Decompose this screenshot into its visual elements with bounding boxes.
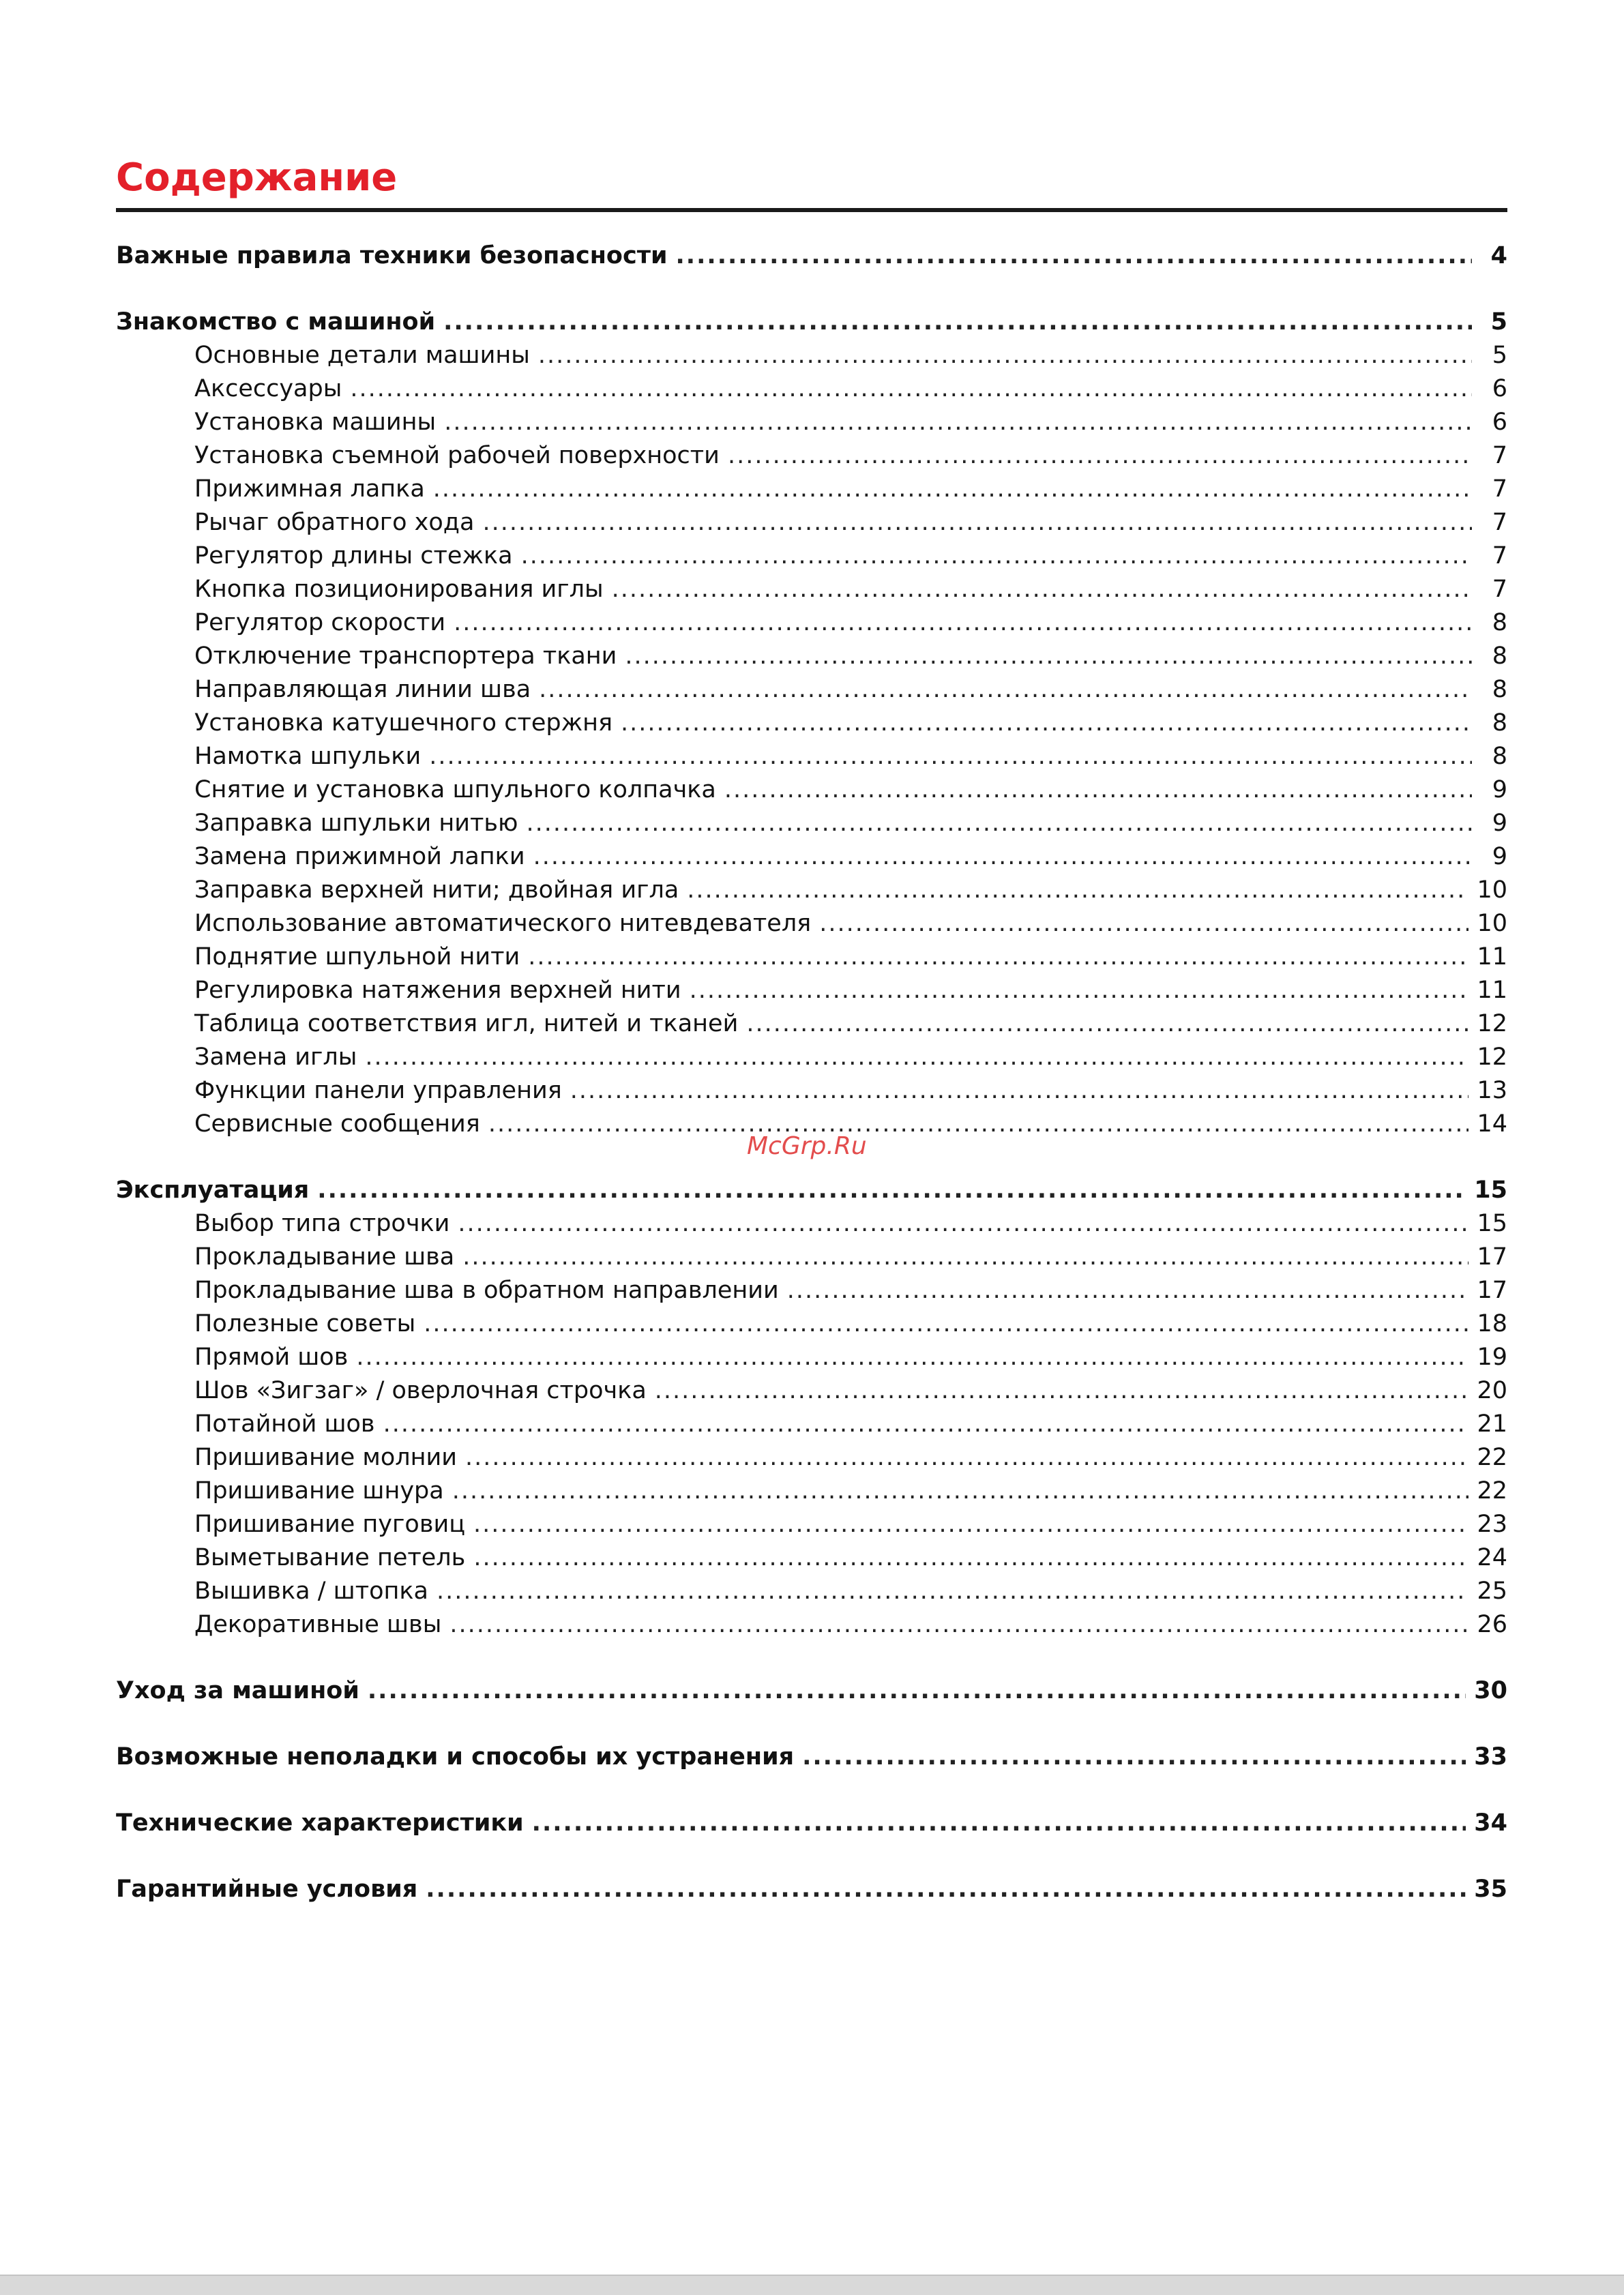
bottom-scrollbar-strip xyxy=(0,2275,1624,2295)
toc-subsection-entry[interactable] xyxy=(116,1541,1507,1575)
toc-entry-label: Пришивание пуговиц xyxy=(194,1511,466,1538)
toc-dot-leader xyxy=(621,707,1472,740)
toc-dot-leader xyxy=(365,1041,1468,1074)
toc-dot-leader xyxy=(728,439,1472,473)
toc-entry-page-number: 5 xyxy=(1490,308,1507,336)
toc-dot-leader xyxy=(473,1508,1468,1541)
toc-entry-page-number: 9 xyxy=(1492,843,1507,870)
toc-entry-page-number: 14 xyxy=(1477,1110,1507,1138)
toc-subsection-entry[interactable] xyxy=(116,1475,1507,1508)
toc-entry-page-number: 15 xyxy=(1477,1210,1507,1237)
toc-subsection-entry[interactable] xyxy=(116,874,1507,907)
toc-entry-label: Регулировка натяжения верхней нити xyxy=(194,977,681,1004)
toc-subsection-entry[interactable] xyxy=(116,707,1507,740)
toc-entry-label: Пришивание шнура xyxy=(194,1477,444,1505)
toc-subsection-entry[interactable] xyxy=(116,673,1507,707)
toc-dot-leader xyxy=(539,673,1472,707)
toc-subsection-entry[interactable] xyxy=(116,606,1507,640)
toc-subsection-entry[interactable] xyxy=(116,372,1507,406)
toc-entry-label: Регулятор длины стежка xyxy=(194,542,513,569)
toc-entry-page-number: 10 xyxy=(1477,910,1507,937)
toc-entry-label: Прямой шов xyxy=(194,1344,349,1371)
toc-entry-page-number: 9 xyxy=(1492,810,1507,837)
toc-entry-page-number: 7 xyxy=(1492,509,1507,536)
toc-entry-page-number: 19 xyxy=(1477,1344,1507,1371)
toc-entry-label: Гарантийные условия xyxy=(116,1876,418,1903)
toc-entry-label: Важные правила техники безопасности xyxy=(116,242,668,269)
toc-dot-leader xyxy=(433,473,1472,506)
toc-subsection-entry[interactable] xyxy=(116,740,1507,773)
toc-entry-page-number: 7 xyxy=(1492,542,1507,569)
toc-entry-page-number: 10 xyxy=(1477,876,1507,904)
toc-entry-label: Заправка верхней нити; двойная игла xyxy=(194,876,679,904)
toc-entry-label: Установка катушечного стержня xyxy=(194,709,613,737)
toc-entry-label: Выметывание петель xyxy=(194,1544,466,1571)
toc-entry-label: Прижимная лапка xyxy=(194,475,425,503)
toc-entry-label: Снятие и установка шпульного колпачка xyxy=(194,776,716,803)
toc-entry-page-number: 26 xyxy=(1477,1611,1507,1638)
toc-dot-leader xyxy=(443,306,1472,339)
toc-entry-label: Возможные неполадки и способы их устранения xyxy=(116,1743,795,1771)
toc-subsection-entry[interactable] xyxy=(116,339,1507,372)
toc-subsection-entry[interactable] xyxy=(116,840,1507,874)
toc-dot-leader xyxy=(317,1174,1466,1207)
toc-entry-page-number: 7 xyxy=(1492,475,1507,503)
toc-subsection-entry[interactable] xyxy=(116,573,1507,606)
toc-entry-label: Регулятор скорости xyxy=(194,609,446,636)
toc-dot-leader xyxy=(465,1441,1468,1475)
toc-subsection-entry[interactable] xyxy=(116,1341,1507,1374)
toc-entry-page-number: 12 xyxy=(1477,1043,1507,1071)
toc-dot-leader xyxy=(690,974,1469,1007)
toc-entry-page-number: 18 xyxy=(1477,1310,1507,1337)
toc-subsection-entry[interactable] xyxy=(116,406,1507,439)
toc-entry-label: Полезные советы xyxy=(194,1310,416,1337)
toc-entry-page-number: 22 xyxy=(1477,1444,1507,1471)
table-of-contents xyxy=(116,239,1507,1906)
toc-entry-page-number: 25 xyxy=(1477,1578,1507,1605)
toc-section-entry[interactable] xyxy=(116,1741,1507,1774)
toc-subsection-entry[interactable] xyxy=(116,1307,1507,1341)
toc-entry-page-number: 35 xyxy=(1474,1876,1507,1903)
toc-dot-leader xyxy=(482,506,1472,539)
toc-entry-page-number: 7 xyxy=(1492,576,1507,603)
toc-entry-page-number: 22 xyxy=(1477,1477,1507,1505)
toc-dot-leader xyxy=(787,1274,1469,1307)
toc-entry-label: Вышивка / штопка xyxy=(194,1578,428,1605)
toc-entry-page-number: 21 xyxy=(1477,1410,1507,1438)
toc-entry-page-number: 12 xyxy=(1477,1010,1507,1037)
toc-entry-label: Прокладывание шва xyxy=(194,1243,455,1271)
toc-entry-label: Замена прижимной лапки xyxy=(194,843,525,870)
toc-dot-leader xyxy=(424,1307,1468,1341)
toc-entry-label: Сервисные сообщения xyxy=(194,1110,480,1138)
toc-entry-page-number: 17 xyxy=(1477,1243,1507,1271)
toc-entry-label: Основные детали машины xyxy=(194,342,530,369)
toc-entry-page-number: 5 xyxy=(1492,342,1507,369)
toc-dot-leader xyxy=(612,573,1472,606)
toc-subsection-entry[interactable] xyxy=(116,1041,1507,1074)
toc-dot-leader xyxy=(676,239,1472,273)
toc-entry-page-number: 7 xyxy=(1492,442,1507,469)
toc-section-entry[interactable] xyxy=(116,1674,1507,1708)
toc-dot-leader xyxy=(488,1108,1469,1141)
toc-entry-label: Намотка шпульки xyxy=(194,743,422,770)
watermark-text: McGrp.Ru xyxy=(747,1132,867,1160)
toc-subsection-entry[interactable] xyxy=(116,1374,1507,1408)
toc-entry-label: Использование автоматического нитевдевателя xyxy=(194,910,812,937)
toc-subsection-entry[interactable] xyxy=(116,1408,1507,1441)
toc-dot-leader xyxy=(350,372,1472,406)
toc-entry-page-number: 23 xyxy=(1477,1511,1507,1538)
toc-subsection-entry[interactable] xyxy=(116,974,1507,1007)
toc-entry-page-number: 20 xyxy=(1477,1377,1507,1404)
toc-dot-leader xyxy=(437,1575,1468,1608)
toc-entry-page-number: 8 xyxy=(1492,642,1507,670)
toc-entry-label: Направляющая линии шва xyxy=(194,676,531,703)
toc-section-entry[interactable] xyxy=(116,1174,1507,1207)
toc-entry-page-number: 8 xyxy=(1492,709,1507,737)
toc-subsection-entry[interactable] xyxy=(116,807,1507,840)
toc-entry-page-number: 15 xyxy=(1474,1176,1507,1204)
toc-subsection-entry[interactable] xyxy=(116,1274,1507,1307)
toc-dot-leader xyxy=(746,1007,1468,1041)
toc-entry-label: Замена иглы xyxy=(194,1043,357,1071)
toc-dot-leader xyxy=(458,1207,1468,1241)
toc-entry-page-number: 9 xyxy=(1492,776,1507,803)
toc-entry-label: Знакомство с машиной xyxy=(116,308,436,336)
toc-subsection-entry[interactable] xyxy=(116,1074,1507,1108)
toc-section-entry[interactable] xyxy=(116,1873,1507,1906)
toc-entry-page-number: 34 xyxy=(1474,1809,1507,1837)
toc-section-entry[interactable] xyxy=(116,1807,1507,1840)
toc-subsection-entry[interactable] xyxy=(116,1508,1507,1541)
toc-entry-label: Выбор типа строчки xyxy=(194,1210,450,1237)
toc-entry-page-number: 11 xyxy=(1477,977,1507,1004)
toc-entry-label: Рычаг обратного хода xyxy=(194,509,475,536)
toc-entry-page-number: 8 xyxy=(1492,743,1507,770)
toc-dot-leader xyxy=(452,1475,1469,1508)
toc-entry-label: Функции панели управления xyxy=(194,1077,562,1104)
toc-entry-label: Поднятие шпульной нити xyxy=(194,943,520,971)
toc-subsection-entry[interactable] xyxy=(116,1575,1507,1608)
toc-subsection-entry[interactable] xyxy=(116,941,1507,974)
toc-subsection-entry[interactable] xyxy=(116,773,1507,807)
toc-entry-label: Уход за машиной xyxy=(116,1677,359,1704)
toc-section-entry[interactable] xyxy=(116,306,1507,339)
toc-dot-leader xyxy=(473,1541,1468,1575)
toc-dot-leader xyxy=(444,406,1472,439)
toc-dot-leader xyxy=(532,1807,1466,1840)
toc-subsection-entry[interactable] xyxy=(116,1441,1507,1475)
toc-entry-page-number: 6 xyxy=(1492,375,1507,402)
toc-entry-label: Пришивание молнии xyxy=(194,1444,457,1471)
toc-dot-leader xyxy=(819,907,1468,941)
toc-entry-page-number: 13 xyxy=(1477,1077,1507,1104)
toc-subsection-entry[interactable] xyxy=(116,1207,1507,1241)
toc-subsection-entry[interactable] xyxy=(116,1608,1507,1642)
toc-subsection-entry[interactable] xyxy=(116,439,1507,473)
toc-entry-label: Эксплуатация xyxy=(116,1176,310,1204)
toc-entry-page-number: 11 xyxy=(1477,943,1507,971)
toc-subsection-entry[interactable] xyxy=(116,473,1507,506)
toc-dot-leader xyxy=(724,773,1472,807)
toc-entry-page-number: 6 xyxy=(1492,409,1507,436)
toc-entry-page-number: 30 xyxy=(1474,1677,1507,1704)
toc-dot-leader xyxy=(527,807,1472,840)
toc-subsection-entry[interactable] xyxy=(116,907,1507,941)
toc-entry-label: Установка машины xyxy=(194,409,437,436)
toc-entry-label: Потайной шов xyxy=(194,1410,375,1438)
page-title: Содержание xyxy=(116,153,1507,212)
toc-dot-leader xyxy=(528,941,1468,974)
toc-subsection-entry[interactable] xyxy=(116,539,1507,573)
toc-dot-leader xyxy=(429,740,1472,773)
toc-entry-page-number: 17 xyxy=(1477,1277,1507,1304)
toc-dot-leader xyxy=(570,1074,1469,1108)
toc-dot-leader xyxy=(356,1341,1468,1374)
toc-entry-label: Шов «Зигзаг» / оверлочная строчка xyxy=(194,1377,647,1404)
toc-subsection-entry[interactable] xyxy=(116,640,1507,673)
toc-entry-label: Таблица соответствия игл, нитей и тканей xyxy=(194,1010,739,1037)
toc-subsection-entry[interactable] xyxy=(116,506,1507,539)
toc-entry-label: Кнопка позиционирования иглы xyxy=(194,576,604,603)
toc-subsection-entry[interactable] xyxy=(116,1241,1507,1274)
toc-dot-leader xyxy=(625,640,1472,673)
toc-entry-label: Прокладывание шва в обратном направлении xyxy=(194,1277,779,1304)
toc-dot-leader xyxy=(462,1241,1468,1274)
toc-section-entry[interactable] xyxy=(116,239,1507,273)
toc-dot-leader xyxy=(521,539,1472,573)
toc-dot-leader xyxy=(538,339,1472,372)
toc-dot-leader xyxy=(533,840,1472,874)
toc-dot-leader xyxy=(655,1374,1469,1408)
toc-entry-page-number: 8 xyxy=(1492,676,1507,703)
toc-dot-leader xyxy=(687,874,1468,907)
toc-dot-leader xyxy=(368,1674,1466,1708)
toc-entry-page-number: 8 xyxy=(1492,609,1507,636)
toc-entry-label: Аксессуары xyxy=(194,375,342,402)
toc-entry-label: Установка съемной рабочей поверхности xyxy=(194,442,720,469)
toc-entry-label: Заправка шпульки нитью xyxy=(194,810,518,837)
toc-entry-label: Отключение транспортера ткани xyxy=(194,642,617,670)
toc-entry-label: Технические характеристики xyxy=(116,1809,524,1837)
toc-dot-leader xyxy=(802,1741,1466,1774)
toc-entry-label: Декоративные швы xyxy=(194,1611,442,1638)
toc-dot-leader xyxy=(426,1873,1466,1906)
toc-dot-leader xyxy=(383,1408,1469,1441)
toc-entry-page-number: 33 xyxy=(1474,1743,1507,1771)
document-page xyxy=(116,153,1507,1906)
toc-dot-leader xyxy=(454,606,1472,640)
toc-entry-page-number: 24 xyxy=(1477,1544,1507,1571)
toc-entry-page-number: 4 xyxy=(1490,242,1507,269)
toc-subsection-entry[interactable] xyxy=(116,1007,1507,1041)
toc-dot-leader xyxy=(449,1608,1468,1642)
